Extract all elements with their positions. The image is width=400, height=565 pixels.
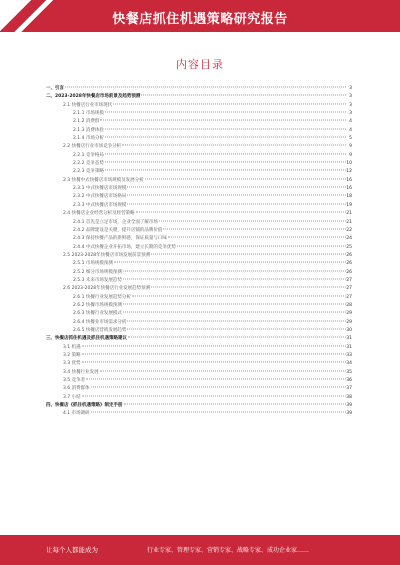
footer-banner xyxy=(0,535,400,565)
toc-dot-leader xyxy=(159,220,346,221)
toc-page-number: 3 xyxy=(349,111,352,117)
toc-page-number: 12 xyxy=(346,169,352,175)
toc-dot-leader xyxy=(65,87,346,88)
toc-page-number: 31 xyxy=(346,336,352,342)
toc-entry[interactable] xyxy=(46,102,352,110)
toc-page-number: 36 xyxy=(346,378,352,384)
toc-page-number: 27 xyxy=(346,286,352,292)
toc-heading: 内容目录 xyxy=(176,58,224,71)
toc-entry[interactable] xyxy=(46,135,352,143)
toc-entry[interactable] xyxy=(46,85,352,93)
toc-entry[interactable] xyxy=(46,394,352,402)
table-of-contents xyxy=(46,85,352,419)
toc-page-number: 31 xyxy=(346,344,352,350)
toc-dot-leader xyxy=(168,237,346,238)
toc-entry[interactable] xyxy=(46,185,352,193)
toc-entry-label: 三、快餐店抓住机遇及抓住机遇策略建议 xyxy=(46,336,127,342)
toc-entry-label: 2.3.1 中式快餐店市场规模 xyxy=(73,186,127,192)
toc-page-number: 9 xyxy=(349,144,352,150)
toc-page-number: 21 xyxy=(346,219,352,225)
toc-entry[interactable] xyxy=(46,344,352,352)
toc-entry[interactable] xyxy=(46,352,352,360)
toc-entry[interactable] xyxy=(46,227,352,235)
toc-entry[interactable] xyxy=(46,285,352,293)
toc-entry-label: 2.2.3 竞争策略 xyxy=(73,169,104,175)
toc-page-number: 28 xyxy=(346,302,352,308)
toc-page-number: 19 xyxy=(346,202,352,208)
toc-entry[interactable] xyxy=(46,269,352,277)
toc-dot-leader xyxy=(86,379,346,380)
toc-dot-leader xyxy=(123,312,346,313)
toc-entry[interactable] xyxy=(46,168,352,176)
report-title: 快餐店抓住机遇策略研究报告 xyxy=(112,12,288,27)
toc-entry[interactable] xyxy=(46,319,352,327)
toc-page-number: 4 xyxy=(349,127,352,133)
toc-entry[interactable] xyxy=(46,327,352,335)
toc-dot-leader xyxy=(82,354,346,355)
toc-page-number: 16 xyxy=(346,186,352,192)
toc-page-number: 34 xyxy=(346,361,352,367)
toc-dot-leader xyxy=(177,245,346,246)
toc-entry-label: 2.2.1 竞争格局 xyxy=(73,152,104,158)
toc-dot-leader xyxy=(123,303,346,304)
toc-entry[interactable] xyxy=(46,152,352,160)
toc-entry[interactable] xyxy=(46,202,352,210)
toc-dot-leader xyxy=(105,112,346,113)
toc-entry-label: 2.5.2 细分市场规模预测 xyxy=(73,269,122,275)
toc-dot-leader xyxy=(163,228,346,229)
toc-entry-label: 3.7 小结 xyxy=(63,394,81,400)
toc-dot-leader xyxy=(127,195,346,196)
toc-entry-label: 2.1.2 消费群 xyxy=(73,119,100,125)
toc-dot-leader xyxy=(82,395,346,396)
toc-entry-label: 2.1.3 消费体验 xyxy=(73,127,104,133)
toc-entry-label: 3.3 优势 xyxy=(63,361,81,367)
toc-entry[interactable] xyxy=(46,360,352,368)
toc-page-number: 30 xyxy=(346,327,352,333)
toc-entry-label: 2.4.3 保持快餐产品的新鲜感，保证质量与口味 xyxy=(73,236,167,242)
toc-page-number: 16 xyxy=(346,177,352,183)
toc-entry[interactable] xyxy=(46,252,352,260)
toc-dot-leader xyxy=(113,103,346,104)
toc-entry-label: 3.1 机遇 xyxy=(63,344,81,350)
toc-page-number: 21 xyxy=(346,211,352,217)
toc-entry[interactable] xyxy=(46,127,352,135)
toc-dot-leader xyxy=(100,120,346,121)
header-banner xyxy=(0,0,400,32)
toc-dot-leader xyxy=(127,328,346,329)
toc-entry[interactable] xyxy=(46,219,352,227)
toc-page-number: 29 xyxy=(346,319,352,325)
toc-entry[interactable] xyxy=(46,93,352,101)
toc-entry[interactable] xyxy=(46,177,352,185)
toc-page-number: 22 xyxy=(346,227,352,233)
toc-entry[interactable] xyxy=(46,235,352,243)
toc-dot-leader xyxy=(123,278,346,279)
toc-entry-label: 2.4.2 品牌建设是关键，提升店铺的品牌价值 xyxy=(73,227,163,233)
toc-dot-leader xyxy=(127,320,346,321)
toc-page-number: 3 xyxy=(349,102,352,108)
toc-entry-label: 2.6.1 快餐行业发展趋势分析 xyxy=(73,294,131,300)
toc-entry-label: 二、2023-2028年快餐店市场前景及趋势预测 xyxy=(46,94,141,100)
toc-dot-leader xyxy=(105,137,346,138)
toc-entry[interactable] xyxy=(46,277,352,285)
toc-entry[interactable] xyxy=(46,143,352,151)
toc-entry-label: 2.5.3 未来市场发展趋势 xyxy=(73,277,122,283)
toc-entry-label: 2.3.3 中式快餐店市场规模 xyxy=(73,202,127,208)
toc-page-number: 27 xyxy=(346,277,352,283)
toc-entry[interactable] xyxy=(46,377,352,385)
toc-entry-label: 4.1 市场调研 xyxy=(63,411,90,417)
toc-dot-leader xyxy=(127,203,346,204)
toc-page-number: 3 xyxy=(349,86,352,91)
toc-page-number: 27 xyxy=(346,294,352,300)
footer-slogan-right: 行业专家、管理专家、营销专家、战略专家、成功企业家…… xyxy=(147,547,310,554)
toc-entry[interactable] xyxy=(46,260,352,268)
toc-entry-label: 2.2 快餐店行业市场竞争分析 xyxy=(63,144,122,150)
toc-entry-label: 2.3 快餐中式快餐店市场规模及发展分析 xyxy=(63,177,144,183)
toc-dot-leader xyxy=(127,187,346,188)
toc-page-number: 33 xyxy=(346,353,352,358)
toc-dot-leader xyxy=(114,262,346,263)
toc-page-number: 9 xyxy=(349,152,352,158)
toc-entry-label: 2.6.5 快餐店营销发展趋势 xyxy=(73,327,127,333)
toc-page-number: 29 xyxy=(346,311,352,317)
toc-dot-leader xyxy=(122,145,346,146)
toc-page-number: 26 xyxy=(346,261,352,267)
toc-entry-label: 一、引言 xyxy=(46,86,64,91)
toc-dot-leader xyxy=(91,412,346,413)
toc-page-number: 38 xyxy=(346,394,352,400)
toc-page-number: 37 xyxy=(346,386,352,392)
toc-entry[interactable] xyxy=(46,302,352,310)
toc-dot-leader xyxy=(105,153,346,154)
toc-entry-label: 四、快餐店《抓住机遇策略》制定手册 xyxy=(46,403,123,409)
toc-page-number: 18 xyxy=(346,194,352,200)
toc-page-number: 4 xyxy=(349,119,352,125)
toc-page-number: 3 xyxy=(349,94,352,100)
toc-dot-leader xyxy=(82,345,346,346)
toc-entry-label: 2.6.2 快餐市场规模预测 xyxy=(73,302,122,308)
toc-entry[interactable] xyxy=(46,210,352,218)
toc-dot-leader xyxy=(123,270,346,271)
toc-entry-label: 2.6.3 快餐行业发展模式 xyxy=(73,311,122,317)
toc-dot-leader xyxy=(82,362,346,363)
toc-entry-label: 2.4 快餐店企业经营分析及经营策略 xyxy=(63,211,135,217)
toc-dot-leader xyxy=(136,212,346,213)
toc-entry-label: 3.5 竞争者 xyxy=(63,378,86,384)
toc-entry-label: 2.4.1 首先是立足市场，企业全面了解市场 xyxy=(73,219,158,225)
toc-entry-label: 2.1.4 市场分析 xyxy=(73,136,104,142)
toc-entry[interactable] xyxy=(46,110,352,118)
toc-page-number: 26 xyxy=(346,269,352,275)
toc-dot-leader xyxy=(128,337,346,338)
toc-entry-label: 2.6 2023-2028年快餐店行业发展趋势预测 xyxy=(63,286,151,292)
toc-dot-leader xyxy=(145,178,346,179)
toc-dot-leader xyxy=(105,162,346,163)
toc-entry[interactable] xyxy=(46,118,352,126)
toc-entry[interactable] xyxy=(46,369,352,377)
toc-dot-leader xyxy=(124,404,347,405)
toc-dot-leader xyxy=(151,253,346,254)
toc-entry-label: 2.5 2023-2028年快餐店市场发展前景预测 xyxy=(63,252,151,258)
toc-entry[interactable] xyxy=(46,385,352,393)
toc-page-number: 39 xyxy=(346,411,352,417)
toc-entry-label: 2.1.1 市场规模 xyxy=(73,111,104,117)
toc-entry-label: 2.6.4 快餐业市场需求分析 xyxy=(73,319,127,325)
toc-page-number: 39 xyxy=(346,403,352,409)
toc-entry[interactable] xyxy=(46,410,352,418)
toc-page-number: 24 xyxy=(346,236,352,242)
toc-entry[interactable] xyxy=(46,294,352,302)
toc-dot-leader xyxy=(91,387,346,388)
toc-entry[interactable] xyxy=(46,193,352,201)
toc-dot-leader xyxy=(100,370,346,371)
toc-entry[interactable] xyxy=(46,310,352,318)
toc-entry[interactable] xyxy=(46,160,352,168)
toc-page-number: 5 xyxy=(349,136,352,142)
toc-entry[interactable] xyxy=(46,402,352,410)
toc-dot-leader xyxy=(141,95,346,96)
toc-dot-leader xyxy=(132,295,346,296)
toc-entry[interactable] xyxy=(46,335,352,343)
toc-entry-label: 3.4 快餐行业发展 xyxy=(63,369,99,375)
toc-entry-label: 3.2 策略 xyxy=(63,353,81,358)
toc-dot-leader xyxy=(105,128,346,129)
toc-page-number: 25 xyxy=(346,244,352,250)
toc-entry-label: 2.2.2 竞争态势 xyxy=(73,161,104,167)
toc-entry-label: 2.4.4 中式快餐企业开拓市场，建立长期的竞争优势 xyxy=(73,244,176,250)
toc-dot-leader xyxy=(105,170,346,171)
toc-entry-label: 2.3.2 中式快餐店市场格局 xyxy=(73,194,127,200)
toc-entry-label: 2.1 快餐店行业市场现状 xyxy=(63,102,113,108)
toc-page-number: 26 xyxy=(346,252,352,258)
toc-page-number: 10 xyxy=(346,161,352,167)
toc-page-number: 35 xyxy=(346,369,352,375)
toc-dot-leader xyxy=(151,287,346,288)
toc-entry[interactable] xyxy=(46,244,352,252)
toc-entry-label: 2.5.1 市场规模预测 xyxy=(73,261,113,267)
toc-entry-label: 3.6 消费群体 xyxy=(63,386,90,392)
footer-slogan-left: 让每个人都能成为 xyxy=(46,546,98,554)
